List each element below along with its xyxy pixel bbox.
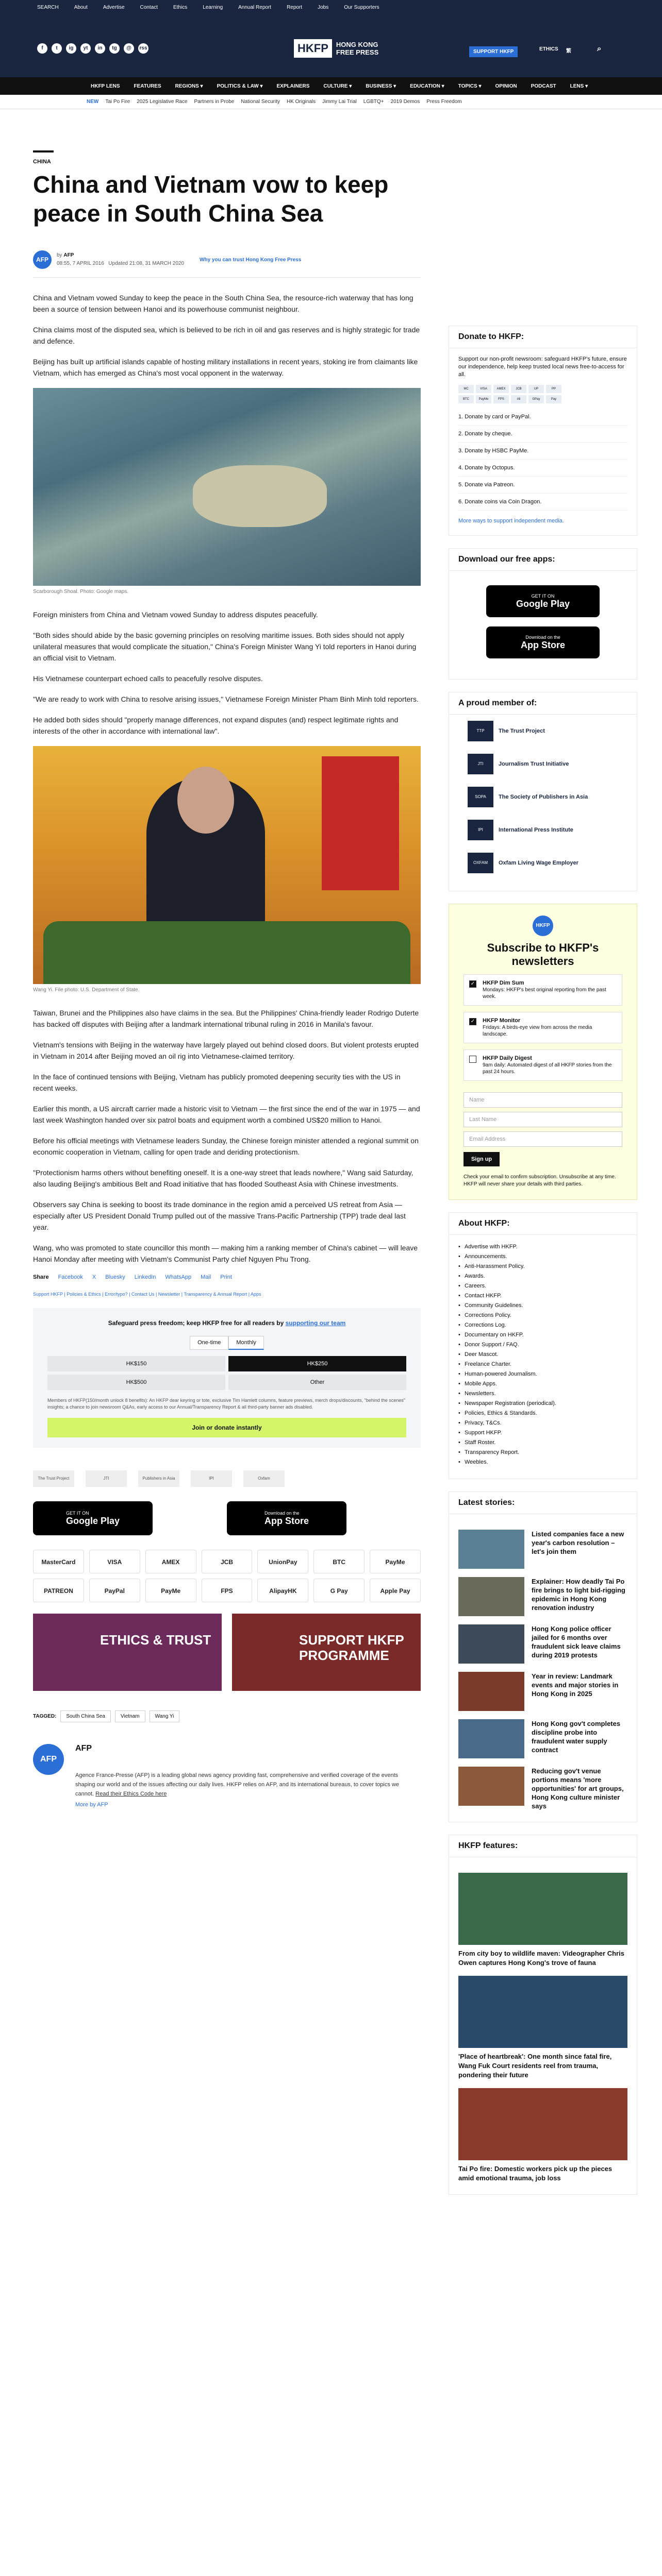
donate-heading-link[interactable]: supporting our team [285, 1319, 346, 1327]
paragraph: Beijing has built up artificial islands capable of hosting military installations in recent years, stoking ire from claimants like Vietnam, which has emerged as China's most vocal opponent in the waterway. [33, 358, 418, 377]
newsletter-option-daily-digest[interactable]: HKFP Daily Digest 9am daily: Automated digest of all HKFP stories from the past 24 hours. [464, 1049, 622, 1081]
payment-logo[interactable]: PATREON [33, 1579, 84, 1602]
member-item[interactable]: SOPA The Society of Publishers in Asia [449, 781, 637, 814]
trending-item[interactable]: 2025 Legislative Race [137, 99, 188, 105]
latest-story[interactable] [458, 1530, 627, 1569]
about-link[interactable]: • Transparency Report. [458, 1448, 627, 1458]
share-linkedin[interactable]: LinkedIn [134, 1274, 156, 1280]
author-avatar[interactable]: AFP [33, 250, 52, 269]
publish-date: 08:55, 7 APRIL 2016 [57, 261, 104, 266]
story-title[interactable]: Explainer: How deadly Tai Po fire brings to light bid-rigging epidemic in Hong Kong renovation industry [532, 1578, 625, 1612]
section-label[interactable]: CHINA [33, 159, 51, 165]
last-name-input[interactable]: Last Name [464, 1112, 622, 1127]
utility-ethics[interactable]: Ethics [173, 4, 188, 10]
paragraph: He added both sides should "properly manage differences, not expand disputes (and) respect legitimate rights and interests of the other in accordance with international law". [33, 716, 399, 735]
one-time-tab[interactable]: One-time [190, 1336, 228, 1350]
about-link[interactable]: • Mobile Apps. [458, 1379, 627, 1389]
story-thumbnail[interactable] [458, 1767, 524, 1806]
site-logo[interactable] [294, 39, 378, 58]
image-caption: Wang Yi. File photo: U.S. Department of State. [33, 987, 140, 993]
main-nav [0, 77, 662, 95]
checkbox[interactable]: ✓ [469, 1018, 476, 1025]
instagram-icon[interactable]: ig [66, 43, 76, 54]
about-links [449, 1235, 637, 1467]
facebook-icon[interactable]: f [37, 43, 47, 54]
newsletter-option-monitor[interactable]: ✓ HKFP Monitor Fridays: A birds-eye view from across the media landscape. [464, 1012, 622, 1043]
trending-item[interactable]: Partners in Probe [194, 99, 235, 105]
about-link[interactable]: • Newspaper Registration (periodical). [458, 1399, 627, 1409]
x-icon[interactable]: t [52, 43, 62, 54]
payment-logo[interactable]: FPS [202, 1579, 253, 1602]
nav-culture[interactable]: CULTURE ▾ [323, 83, 352, 89]
share-facebook[interactable]: Facebook [58, 1274, 83, 1280]
payment-cards: MC VISA AMEX JCB UP PP BTC PayMe FPS Ali GPay Pay [458, 385, 561, 403]
feature-image[interactable] [458, 2088, 627, 2160]
tag[interactable]: South China Sea [60, 1710, 111, 1722]
app-store-button[interactable]: Download on the App Store [486, 626, 600, 658]
feature-title[interactable]: From city boy to wildlife maven: Videographer Chris Owen captures Hong Kong's trove of fauna [458, 1950, 624, 1967]
member-logo[interactable]: Publishers in Asia [138, 1470, 179, 1487]
latest-story[interactable] [458, 1577, 627, 1616]
checkbox[interactable] [469, 1056, 476, 1063]
newsletter-logo: HKFP [533, 916, 553, 936]
story-title[interactable]: Hong Kong police officer jailed for 6 months over fraudulent sick leave claims during 2019 protests [532, 1625, 621, 1659]
apps-widget-title: Download our free apps: [449, 549, 637, 571]
latest-story[interactable] [458, 1672, 627, 1711]
linkedin-icon[interactable]: in [95, 43, 105, 54]
paragraph: In the face of continued tensions with Beijing, Vietnam has publicly promoted deepening security ties with the US in recent weeks. [33, 1073, 401, 1092]
trending-item[interactable]: National Security [241, 99, 280, 105]
story-thumbnail[interactable] [458, 1672, 524, 1711]
member-item[interactable]: TTP The Trust Project [449, 715, 637, 748]
sidebar [449, 109, 637, 2195]
about-link[interactable]: • Support HKFP. [458, 1428, 627, 1438]
paragraph: "Both sides should abide by the basic governing principles on resolving maritime issues. Both sides should not apply unilateral measures that would complicate the situation," China's Foreign Minister Wang Yi told reporters in Hanoi during an official visit to Vietnam. [33, 631, 417, 662]
more-ways-link[interactable]: More ways to support independent media. [458, 518, 564, 524]
utility-bar [0, 0, 662, 14]
ethics-code-link[interactable]: Read their Ethics Code here [95, 1791, 167, 1797]
membership-widget [449, 692, 637, 891]
member-item[interactable]: JTI Journalism Trust Initiative [449, 748, 637, 781]
nav-podcast[interactable]: PODCAST [531, 83, 556, 89]
logo-text: HONG KONG FREE PRESS [336, 41, 379, 56]
about-link[interactable]: • Newsletters. [458, 1389, 627, 1399]
utility-jobs[interactable]: Jobs [318, 4, 329, 10]
story-thumbnail[interactable] [458, 1719, 524, 1758]
about-link[interactable]: • Community Guidelines. [458, 1301, 627, 1311]
updated-date: Updated 21:08, 31 MARCH 2020 [108, 261, 185, 266]
about-link[interactable]: • Staff Roster. [458, 1438, 627, 1448]
google-play-button[interactable]: GET IT ON Google Play [486, 585, 600, 617]
nav-politics[interactable]: POLITICS & LAW ▾ [217, 83, 263, 89]
story-thumbnail[interactable] [458, 1530, 524, 1569]
donate-widget-title: Donate to HKFP: [449, 326, 637, 348]
chinese-language-link[interactable]: 繁 [566, 48, 571, 54]
promo-banners [33, 1614, 421, 1691]
member-logos-row [33, 1470, 421, 1487]
payment-logo[interactable]: PayPal [89, 1579, 140, 1602]
amount-option[interactable]: HK$500 [47, 1375, 225, 1390]
author-name[interactable]: AFP [63, 252, 74, 258]
latest-story[interactable] [458, 1719, 627, 1758]
join-donate-button[interactable]: Join or donate instantly [47, 1418, 406, 1437]
share-bluesky[interactable]: Bluesky [105, 1274, 125, 1280]
amount-options [47, 1356, 406, 1390]
search-icon[interactable]: ⌕ [597, 44, 602, 53]
utility-report[interactable]: Report [287, 4, 303, 10]
donate-intro[interactable]: Support our non-profit newsroom: safeguard HKFP's future, ensure our independence, help keep trusted local news free-to-access for all. [458, 356, 627, 378]
share-bar [33, 1274, 421, 1280]
donate-heading: Safeguard press freedom; keep HKFP free for all readers by supporting our team [108, 1319, 346, 1327]
tag[interactable]: Wang Yi [150, 1710, 180, 1722]
nav-topics[interactable]: TOPICS ▾ [458, 83, 482, 89]
paragraph: China and Vietnam vowed Sunday to keep the peace in the South China Sea, the resource-rich waterway that has long been a source of tension between Hanoi and its powerhouse communist neighbour. [33, 294, 413, 313]
payment-logo[interactable]: AMEX [145, 1550, 196, 1573]
newsletter-note: Check your email to confirm subscription. Unsubscribe at any time. HKFP will never share your details with third parties. [464, 1174, 616, 1187]
trending-item[interactable]: Press Freedom [426, 99, 462, 105]
features-widget [449, 1835, 637, 2195]
story-title[interactable]: Reducing gov't venue portions means 'more opportunities' for art groups, Hong Kong culture minister says [532, 1767, 624, 1810]
about-link[interactable]: • Deer Mascot. [458, 1350, 627, 1360]
share-label: Share [33, 1274, 49, 1280]
story-thumbnail[interactable] [458, 1624, 524, 1664]
share-mail[interactable]: Mail [201, 1274, 211, 1280]
donate-way[interactable]: 4. Donate by Octopus. [458, 460, 627, 477]
telegram-icon[interactable]: tg [109, 43, 120, 54]
features-widget-title: HKFP features: [449, 1835, 637, 1857]
payment-logo[interactable]: G Pay [313, 1579, 365, 1602]
newsletter-widget [449, 904, 637, 1200]
story-title[interactable]: Listed companies face a new year's carbon resolution – let's join them [532, 1530, 624, 1555]
nav-explainers[interactable]: EXPLAINERS [276, 83, 310, 89]
about-link[interactable]: • Human-powered Journalism. [458, 1369, 627, 1379]
utility-about[interactable]: About [74, 4, 88, 10]
ethics-link[interactable]: ETHICS [539, 46, 558, 52]
trending-item[interactable]: Tai Po Fire [105, 99, 130, 105]
story-title[interactable]: Hong Kong gov't completes discipline probe into fraudulent water supply contract [532, 1720, 621, 1754]
author-avatar-large[interactable]: AFP [33, 1744, 64, 1775]
member-item[interactable]: IPI International Press Institute [449, 814, 637, 846]
about-link[interactable]: • Anti-Harassment Policy. [458, 1262, 627, 1272]
donate-way[interactable]: 2. Donate by cheque. [458, 426, 627, 443]
trending-bar [0, 95, 662, 109]
latest-widget [449, 1492, 637, 1822]
payment-logo[interactable]: PayMe [370, 1550, 421, 1573]
article [33, 109, 421, 1808]
monthly-tab[interactable]: Monthly [228, 1336, 264, 1350]
share-whatsapp[interactable]: WhatsApp [165, 1274, 192, 1280]
nav-regions[interactable]: REGIONS ▾ [175, 83, 203, 89]
payment-logo[interactable]: JCB [202, 1550, 253, 1573]
threads-icon[interactable]: @ [124, 43, 134, 54]
nav-education[interactable]: EDUCATION ▾ [410, 83, 444, 89]
member-item[interactable]: OXFAM Oxfam Living Wage Employer [449, 846, 637, 879]
app-store-button[interactable]: Download on the App Store [227, 1501, 346, 1535]
amount-option[interactable]: Other [228, 1375, 406, 1390]
wang-yi-photo [33, 746, 421, 984]
youtube-icon[interactable]: yt [80, 43, 91, 54]
section-rule [33, 150, 54, 152]
checkbox[interactable]: ✓ [469, 980, 476, 988]
feature-title[interactable]: 'Place of heartbreak': One month since fatal fire, Wang Fuk Court residents reel from trauma, pondering their future [458, 2053, 612, 2079]
more-by-author-link[interactable]: More by AFP [75, 1802, 108, 1808]
article-footer-links[interactable]: Support HKFP | Policies & Ethics | Error/typo? | Contact Us | Newsletter | Transparency & Annual Report | Apps [33, 1292, 261, 1297]
divider [33, 277, 421, 278]
image-caption: Scarborough Shoal. Photo: Google maps. [33, 589, 129, 595]
newsletter-title: Subscribe to HKFP's newsletters [487, 941, 599, 968]
donate-ways [458, 409, 627, 511]
donate-way[interactable]: 1. Donate by card or PayPal. [458, 409, 627, 426]
feature-image[interactable] [458, 1976, 627, 2048]
scarborough-shoal-image [33, 388, 421, 586]
story-thumbnail[interactable] [458, 1577, 524, 1616]
payment-logo[interactable]: VISA [89, 1550, 140, 1573]
share-print[interactable]: Print [220, 1274, 232, 1280]
payment-logo[interactable]: AlipayHK [257, 1579, 308, 1602]
nav-lens-2[interactable]: LENS ▾ [570, 83, 588, 89]
about-link[interactable]: • Awards. [458, 1272, 627, 1281]
paragraph: Observers say China is seeking to boost its trade dominance in the region amid a perceived US retreat from Asia — especially after US President Donald Trump pulled out of the massive Trans-Pacific Partnership (TPP) trade deal last year. [33, 1200, 406, 1231]
utility-annual-report[interactable]: Annual Report [238, 4, 272, 10]
about-link[interactable]: • Advertise with HKFP. [458, 1242, 627, 1252]
about-link[interactable]: • Policies, Ethics & Standards. [458, 1409, 627, 1418]
paragraph: Before his official meetings with Vietnamese leaders Sunday, the Chinese foreign minister attended a regional summit on economic cooperation in Vietnam, calling for open trade and deriding protectionism. [33, 1137, 419, 1156]
about-link[interactable]: • Weebles. [458, 1458, 627, 1467]
author-box-name[interactable]: AFP [75, 1744, 92, 1753]
about-link[interactable]: • Careers. [458, 1281, 627, 1291]
paragraph: Earlier this month, a US aircraft carrier made a historic visit to Vietnam — the first since the end of the war in 1975 — and last week Washington handed over six patrol boats and equipment worth a combined US$20 million to Hanoi. [33, 1105, 420, 1124]
feature-image[interactable] [458, 1873, 627, 1945]
paragraph: Taiwan, Brunei and the Philippines also have claims in the sea. But the Philippines' China-friendly leader Rodrigo Duterte has backed off disputes with Beijing after a landmark international tribunal ruling in 2016 in Manila's favour. [33, 1009, 419, 1028]
trending-item[interactable]: LGBTQ+ [363, 99, 384, 105]
tags-label: TAGGED: [33, 1714, 57, 1719]
about-widget-title: About HKFP: [449, 1213, 637, 1235]
frequency-toggle [47, 1336, 406, 1350]
utility-contact[interactable]: Contact [140, 4, 158, 10]
byline-meta: by AFP 08:55, 7 APRIL 2016 Updated 21:08, 31 MARCH 2020 [57, 252, 185, 266]
ethics-trust-banner[interactable]: ETHICS & TRUST [33, 1614, 222, 1691]
story-title[interactable]: Year in review: Landmark events and major stories in Hong Kong in 2025 [532, 1672, 619, 1698]
about-link[interactable]: • Corrections Log. [458, 1320, 627, 1330]
payment-logo[interactable]: Apple Pay [370, 1579, 421, 1602]
latest-story[interactable] [458, 1624, 627, 1664]
payment-methods [33, 1550, 421, 1602]
amount-option[interactable]: HK$150 [47, 1356, 225, 1371]
membership-note: Members of HKFP(150/month unlock 8 benefits): An HKFP dear keyring or tote, exclusive Tim Hamlett columns, feature previews, merch drops/discounts, "behind the scenes" insights; a chance to join newsroom Q&As, early access to our Annual/Transparency Report & all third-party banner ads disabled. [47, 1398, 406, 1410]
member-logo[interactable]: Oxfam [243, 1470, 285, 1487]
about-link[interactable]: • Corrections Policy. [458, 1311, 627, 1320]
paragraph: Vietnam's tensions with Beijing in the waterway have largely played out behind closed doors. But violent protests erupted in Vietnam in 2014 after Beijing moved an oil rig into Vietnamese-claimed territory. [33, 1041, 419, 1060]
paragraph: China claims most of the disputed sea, which is believed to be rich in oil and gas reserves and is highly strategic for trade and defence. [33, 326, 420, 345]
donate-way[interactable]: 5. Donate via Patreon. [458, 477, 627, 494]
paragraph: Wang, who was promoted to state councillor this month — making him a ranking member of China's cabinet — will leave Hanoi Monday after meeting with Vietnam's Communist Party chief Nguyen Phu Trong. [33, 1244, 418, 1263]
nav-lens[interactable]: HKFP LENS [91, 83, 120, 89]
donate-widget [449, 326, 637, 536]
share-x[interactable]: X [92, 1274, 96, 1280]
trending-item[interactable]: 2019 Demos [390, 99, 420, 105]
latest-story[interactable] [458, 1767, 627, 1810]
payment-logo[interactable]: PayMe [145, 1579, 196, 1602]
feature-story[interactable] [458, 1976, 627, 2080]
trending-item[interactable]: HK Originals [286, 99, 316, 105]
feature-story[interactable] [458, 2088, 627, 2183]
email-input[interactable]: Email Address [464, 1131, 622, 1147]
about-link[interactable]: • Freelance Charter. [458, 1360, 627, 1369]
about-link[interactable]: • Contact HKFP. [458, 1291, 627, 1301]
paragraph: Foreign ministers from China and Vietnam vowed Sunday to address disputes peacefully. [33, 611, 318, 619]
newsletter-option-dim-sum[interactable]: ✓ HKFP Dim Sum Mondays: HKFP's best original reporting from the past week. [464, 974, 622, 1006]
app-buttons [33, 1501, 421, 1535]
site-header [0, 14, 662, 77]
about-link[interactable]: • Documentary on HKFP. [458, 1330, 627, 1340]
payment-logo[interactable]: MasterCard [33, 1550, 84, 1573]
trust-link[interactable]: Why you can trust Hong Kong Free Press [200, 257, 302, 263]
about-widget [449, 1212, 637, 1479]
member-logo[interactable]: JTI [86, 1470, 127, 1487]
trending-new-label: NEW [87, 99, 99, 105]
utility-supporters[interactable]: Our Supporters [344, 4, 379, 10]
donate-way[interactable]: 3. Donate by HSBC PayMe. [458, 443, 627, 460]
about-link[interactable]: • Donor Support / FAQ. [458, 1340, 627, 1350]
trending-item[interactable]: Jimmy Lai Trial [322, 99, 357, 105]
amount-option-selected[interactable]: HK$250 [228, 1356, 406, 1371]
sign-up-button[interactable]: Sign up [464, 1152, 500, 1166]
google-play-button[interactable]: GET IT ON Google Play [33, 1501, 153, 1535]
member-logo[interactable]: The Trust Project [33, 1470, 74, 1487]
byline [33, 248, 421, 271]
author-description: Agence France-Presse (AFP) is a leading global news agency providing fast, comprehensive and verified coverage of the events shaping our world and of the issues affecting our daily lives. HKFP relies on AFP, and its international bureaus, to cover topics we cannot. Read their Ethics Code here [75, 1772, 399, 1797]
payment-logo[interactable]: BTC [313, 1550, 365, 1573]
latest-widget-title: Latest stories: [449, 1492, 637, 1514]
donate-box [33, 1308, 421, 1448]
utility-learning[interactable]: Learning [203, 4, 223, 10]
nav-opinion[interactable]: OPINION [495, 83, 517, 89]
payment-logo[interactable]: UnionPay [257, 1550, 308, 1573]
rss-icon[interactable]: rss [138, 43, 148, 54]
about-link[interactable]: • Privacy, T&Cs. [458, 1418, 627, 1428]
support-programme-banner[interactable]: SUPPORT HKFP PROGRAMME [232, 1614, 421, 1691]
nav-features[interactable]: FEATURES [134, 83, 161, 89]
paragraph: "Protectionism harms others without benefiting oneself. It is a one-way street that leads nowhere," Wang said Saturday, also lauding Beijing's ambitious Belt and Road initiative that has flooded Southeast Asia with Chinese investments. [33, 1168, 413, 1188]
apps-widget [449, 548, 637, 680]
utility-search[interactable]: SEARCH [37, 4, 59, 10]
article-title: China and Vietnam vow to keep peace in South China Sea [33, 171, 389, 227]
nav-business[interactable]: BUSINESS ▾ [366, 83, 396, 89]
member-logo[interactable]: IPI [191, 1470, 232, 1487]
first-name-input[interactable]: Name [464, 1092, 622, 1108]
tag[interactable]: Vietnam [115, 1710, 145, 1722]
feature-title[interactable]: Tai Po fire: Domestic workers pick up the pieces amid emotional trauma, job loss [458, 2165, 613, 2182]
author-box [33, 1744, 421, 1808]
support-hkfp-button[interactable]: SUPPORT HKFP [469, 46, 518, 57]
paragraph: His Vietnamese counterpart echoed calls to peacefully resolve disputes. [33, 674, 263, 683]
paragraph: "We are ready to work with China to resolve arising issues," Vietnamese Foreign Minister Pham Binh Minh told reporters. [33, 695, 419, 703]
membership-widget-title: A proud member of: [449, 692, 637, 715]
donate-way[interactable]: 6. Donate coins via Coin Dragon. [458, 494, 627, 511]
utility-advertise[interactable]: Advertise [103, 4, 125, 10]
tags-row [33, 1710, 421, 1722]
logo-mark: HKFP [294, 39, 332, 58]
about-link[interactable]: • Announcements. [458, 1252, 627, 1262]
feature-story[interactable] [458, 1873, 627, 1968]
